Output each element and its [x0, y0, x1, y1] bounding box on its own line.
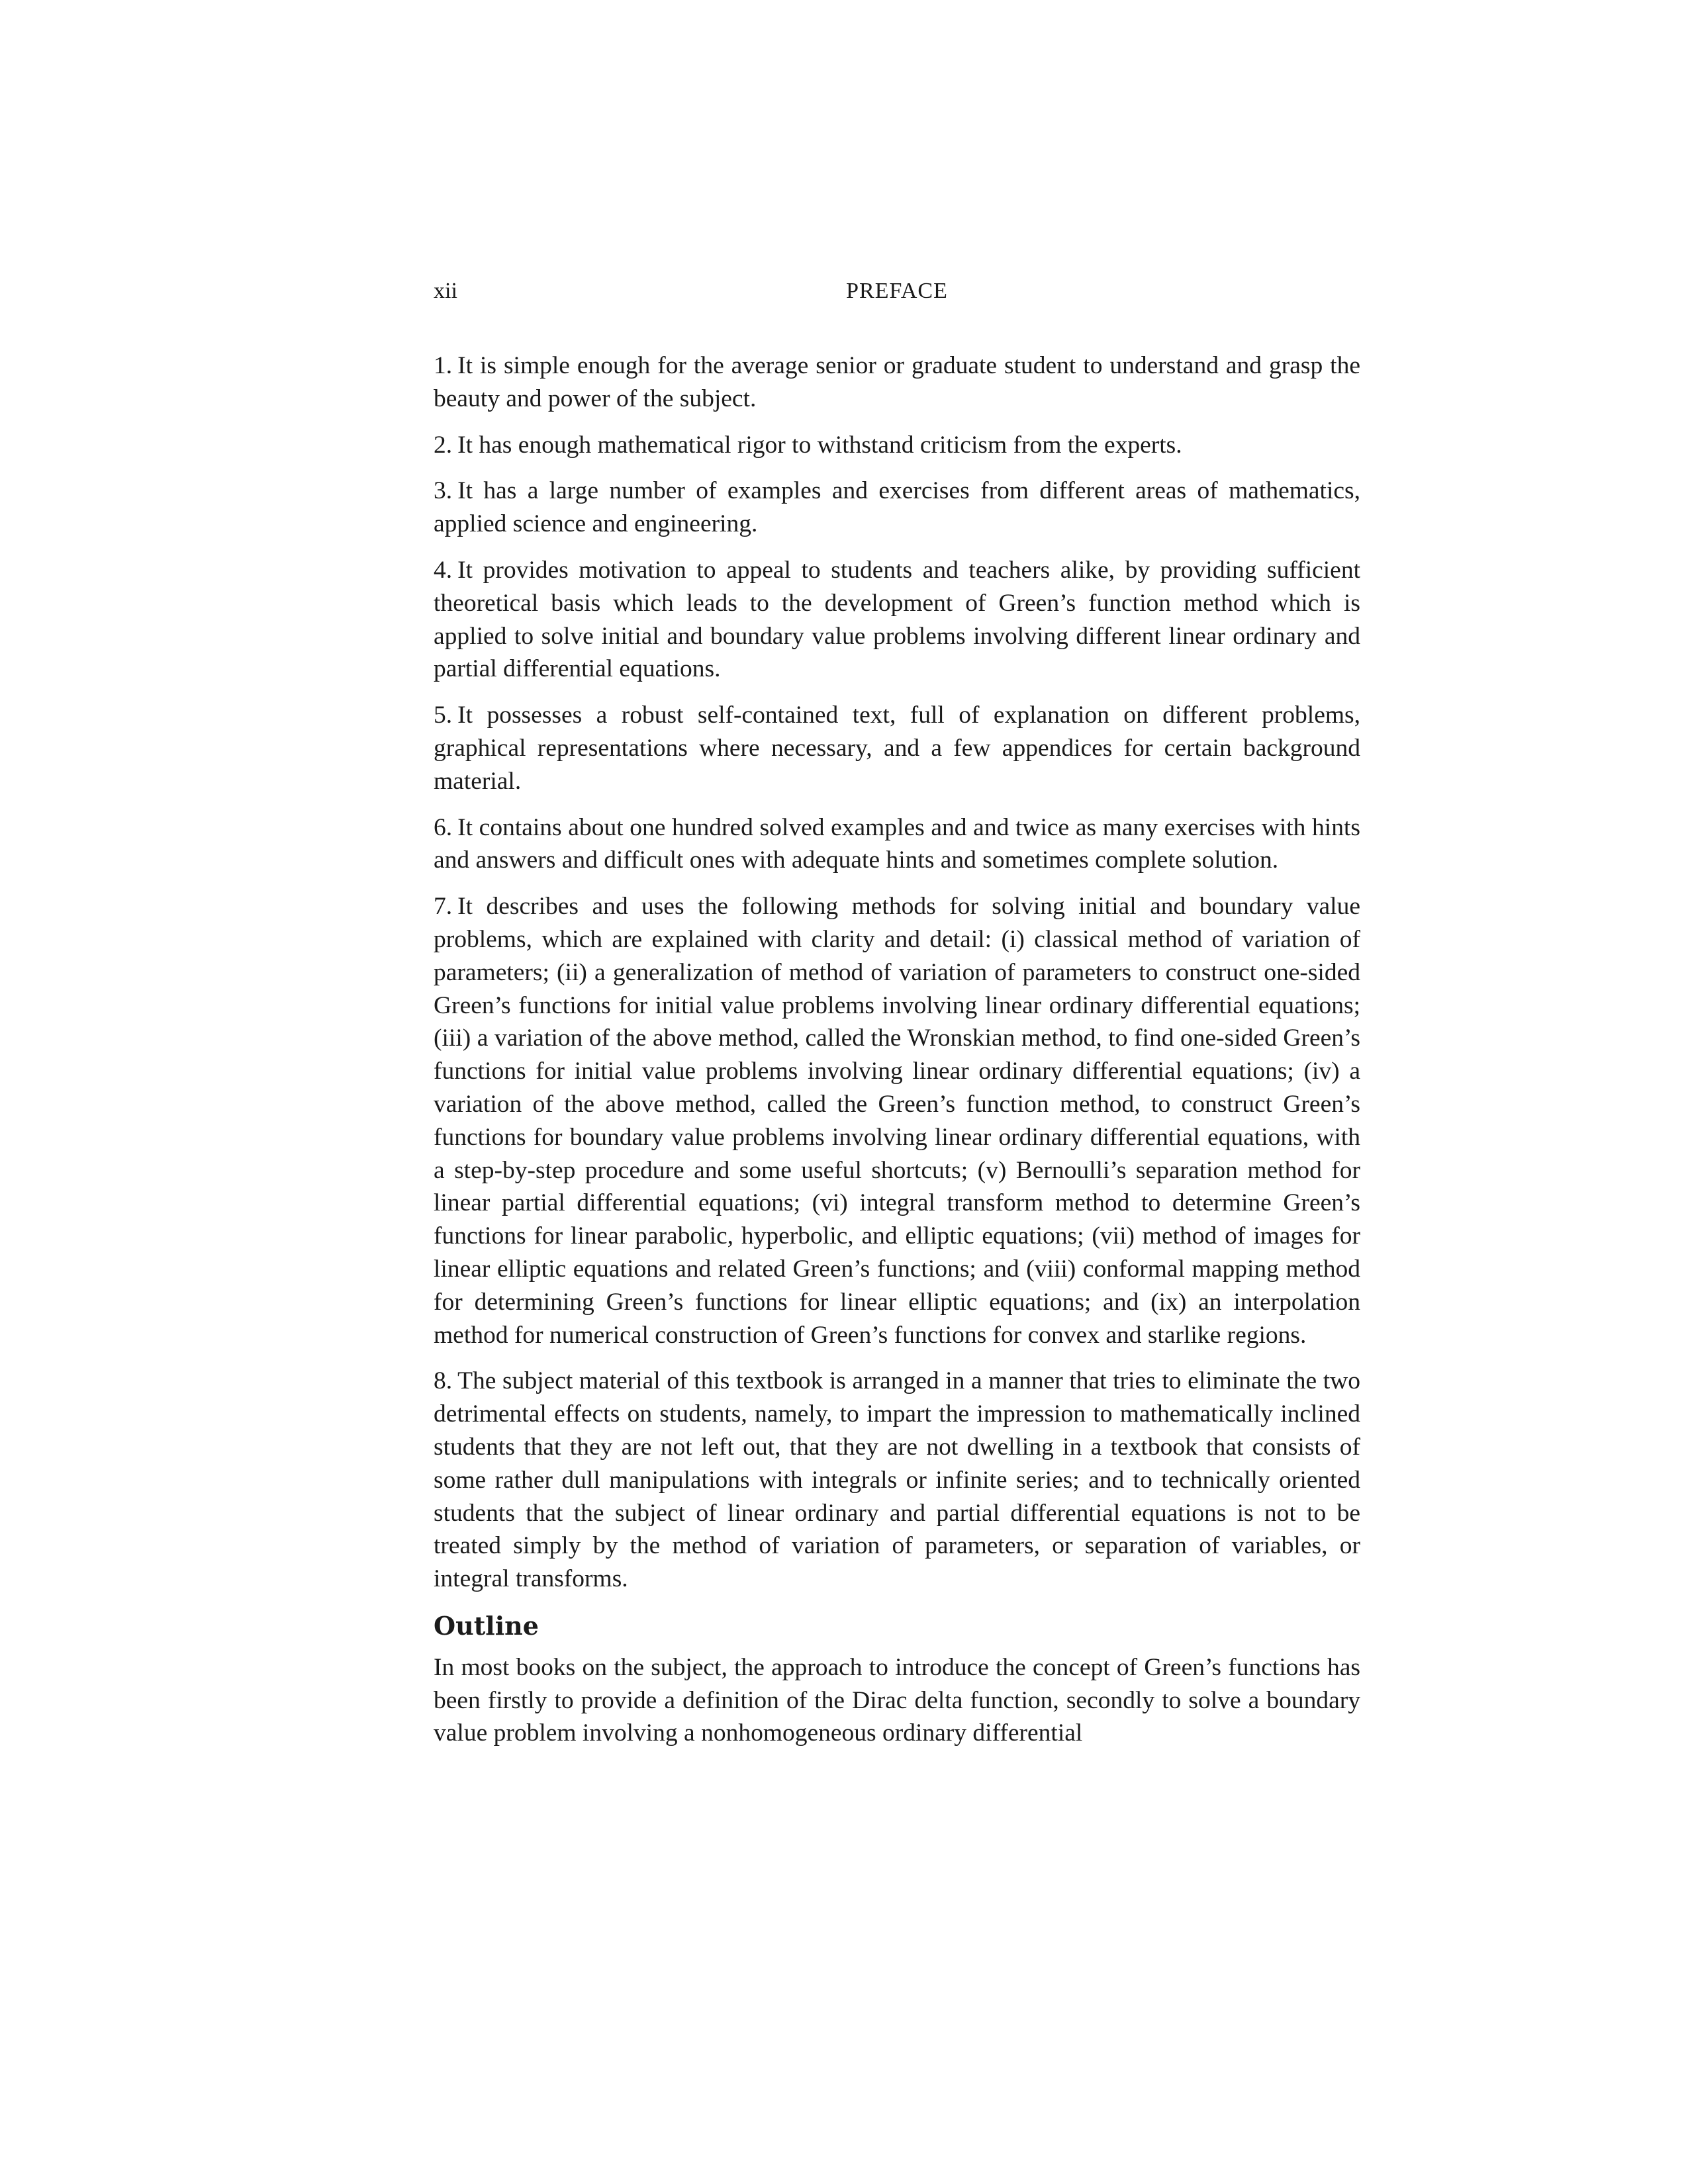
item-number: 1. — [434, 352, 453, 379]
item-text: The subject material of this textbook is arranged in a manner that tries to eliminate the two detrimental effects on students, namely, to impart the impression to mathematically inclined students that they are not left out, that they are not dwelling in a textbook that consists of some rather dull manipulations with integrals or infinite series; and to technically oriented students that the subject of linear ordinary and partial differential equations is not to be treated simply by the method of variation of parameters, or separation of variables, or integral transforms. — [434, 1367, 1360, 1593]
item-number: 7. — [434, 893, 453, 921]
item-text: It contains about one hundred solved examples and and twice as many exercises with hints and answers and difficult ones with adequate hints and sometimes complete solution. — [434, 813, 1360, 874]
item-number: 5. — [434, 702, 453, 729]
item-text: It possesses a robust self-contained text, full of explanation on different problems, graphical representations where necessary, and a few appendices for certain background material. — [434, 702, 1360, 795]
item-number: 6. — [434, 813, 453, 841]
item-text: It has a large number of examples and exercises from different areas of mathematics, applied science and engineering. — [434, 477, 1360, 538]
list-item — [434, 554, 1360, 686]
page-number: xii — [434, 279, 457, 303]
list-item — [434, 1365, 1360, 1596]
list-item — [434, 699, 1360, 797]
item-number: 8. — [434, 1367, 453, 1395]
item-number: 4. — [434, 556, 453, 584]
list-item — [434, 811, 1360, 878]
document-page — [434, 0, 1360, 2184]
running-head — [434, 277, 1360, 306]
list-item — [434, 349, 1360, 416]
section-heading-outline: Outline — [434, 1610, 539, 1641]
list-item — [434, 890, 1360, 1351]
item-text: It is simple enough for the average senior or graduate student to understand and grasp the beauty and power of the subject. — [434, 352, 1360, 412]
item-number: 3. — [434, 477, 453, 505]
item-text: It describes and uses the following methods for solving initial and boundary value problems, which are explained with clarity and detail: (i) classical method of variation of parameters; (ii) a generalization of method of variation of parameters to construct one-sided Green’s functions for initial value problems involving linear ordinary differential equations; (iii) a variation of the above method, called the Wronskian method, to find one-sided Green’s functions for initial value problems involving linear ordinary differential equations; (iv) a variation of the above method, called the Green’s function method, to construct Green’s functions for boundary value problems involving linear ordinary differential equations, with a step-by-step procedure and some useful shortcuts; (v) Bernoulli’s separation method for linear partial differential equations; (vi) integral transform method to determine Green’s functions for linear parabolic, hyperbolic, and elliptic equations; (vii) method of images for linear elliptic equations and related Green’s functions; and (viii) conformal mapping method for determining Green’s functions for linear elliptic equations; and (ix) an interpolation method for numerical construction of Green’s functions for convex and starlike regions. — [434, 893, 1360, 1349]
list-item — [434, 429, 1360, 462]
running-title: PREFACE — [846, 279, 948, 303]
item-text: It provides motivation to appeal to students and teachers alike, by providing sufficient theoretical basis which leads to the development of Green’s function method which is applied to solve initial and boundary value problems involving different linear ordinary and partial differential equations. — [434, 556, 1360, 683]
item-number: 2. — [434, 431, 453, 459]
body-text — [434, 349, 1360, 1750]
item-text: It has enough mathematical rigor to withstand criticism from the experts. — [457, 431, 1182, 459]
list-item — [434, 475, 1360, 541]
outline-paragraph: In most books on the subject, the approach to introduce the concept of Green’s functions has been firstly to provide a definition of the Dirac delta function, secondly to solve a boundary value problem involving a nonhomogeneous ordinary differential — [434, 1653, 1360, 1747]
